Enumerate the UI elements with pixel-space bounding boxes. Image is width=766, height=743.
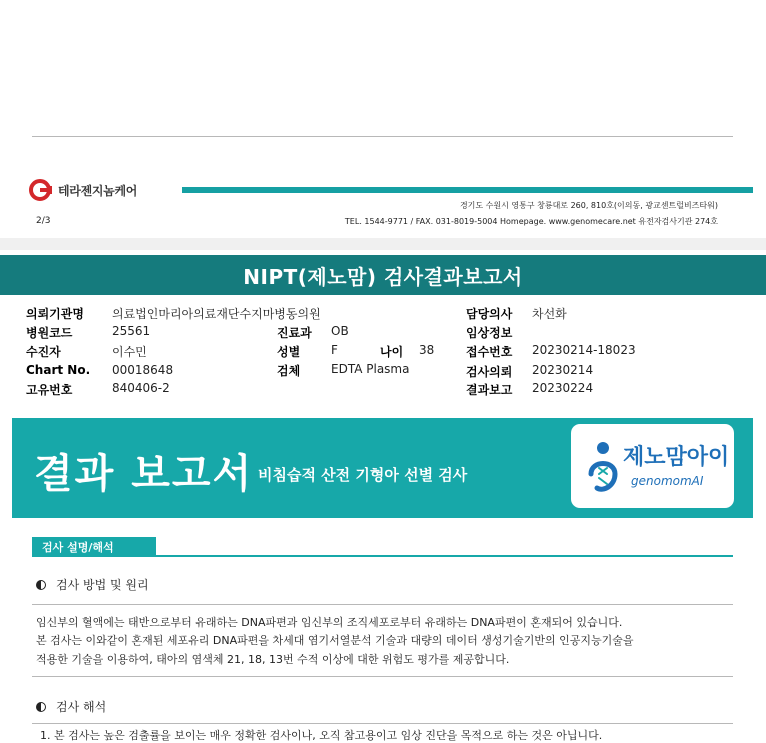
brand-name-en: genomomAI xyxy=(631,474,704,488)
interp-divider xyxy=(32,723,733,724)
hospital-code-label: 병원코드 xyxy=(26,326,73,340)
company-name: 테라젠지놈케어 xyxy=(58,183,138,198)
request-value: 20230214 xyxy=(532,363,594,377)
report-title-band xyxy=(0,255,766,295)
header-gray-band xyxy=(0,238,766,250)
interp-heading xyxy=(36,698,106,715)
section-header: 검사 설명/해석 xyxy=(32,537,156,557)
banner-title: 결과 보고서 xyxy=(34,451,254,497)
unique-value: 840406-2 xyxy=(112,381,170,395)
report-label: 결과보고 xyxy=(466,383,513,397)
sex-value: F xyxy=(331,343,338,357)
banner-subtitle: 비침습적 산전 기형아 선별 검사 xyxy=(258,466,468,484)
interp-line-1: 1. 본 검사는 높은 검출률을 보이는 매우 정확한 검사이나, 오직 참고용이고 임상 진단을 목적으로 하는 것은 아닙니다. xyxy=(40,729,603,742)
genomom-icon xyxy=(583,440,623,494)
chart-label: Chart No. xyxy=(26,363,91,377)
method-line-1: 임신부의 혈액에는 태반으로부터 유래하는 DNA파편과 임신부의 조직세포로부터 유래하는 DNA파편이 혼재되어 있습니다. xyxy=(36,616,623,629)
page-number: 2/3 xyxy=(36,216,51,226)
patient-value: 이수민 xyxy=(112,345,147,359)
method-line-2: 본 검사는 이와같이 혼재된 세포유리 DNA파편을 차세대 염기서열분석 기술과 대량의 데이터 생성기술기반의 인공지능기술을 xyxy=(36,634,634,647)
method-divider xyxy=(32,604,733,605)
report-title: NIPT(제노맘) 검사결과보고서 xyxy=(243,264,523,289)
age-value: 38 xyxy=(419,343,435,357)
method-line-3: 적용한 기술을 이용하여, 태아의 염색체 21, 18, 13번 수적 이상에 대한 위험도 평가를 제공합니다. xyxy=(36,653,510,666)
company-address: 경기도 수원시 영통구 창룡대로 260, 810호(이의동, 광교센트럴비즈타워) xyxy=(459,201,718,210)
age-label: 나이 xyxy=(380,345,404,359)
specimen-value: EDTA Plasma xyxy=(331,362,410,376)
institution-value: 의료법인마리아의료재단수지마병동의원 xyxy=(112,307,321,321)
receipt-label: 접수번호 xyxy=(466,345,513,359)
doctor-value: 차선화 xyxy=(532,307,567,321)
unique-label: 고유번호 xyxy=(26,383,73,397)
report-value: 20230224 xyxy=(532,381,594,395)
method-title: 검사 방법 및 원리 xyxy=(56,578,149,592)
interp-title: 검사 해석 xyxy=(56,700,107,714)
patient-label: 수진자 xyxy=(26,345,61,359)
company-logo xyxy=(28,178,178,202)
info-institution xyxy=(26,305,84,322)
sex-label: 성별 xyxy=(277,345,301,359)
brand-name-ko: 제노맘아이 xyxy=(623,445,730,470)
department-label: 진료과 xyxy=(277,326,312,340)
request-label: 검사의뢰 xyxy=(466,365,513,379)
half-circle-bullet-icon xyxy=(36,702,46,712)
method-bottom-divider xyxy=(32,676,733,677)
hospital-code-value: 25561 xyxy=(112,324,151,338)
chart-value: 00018648 xyxy=(112,363,174,377)
specimen-label: 검체 xyxy=(277,364,301,378)
clinical-label: 임상정보 xyxy=(466,326,513,340)
half-circle-bullet-icon xyxy=(36,580,46,590)
method-heading xyxy=(36,576,149,593)
brand-logo-box xyxy=(571,424,734,508)
header-bar xyxy=(182,187,753,193)
receipt-value: 20230214-18023 xyxy=(532,343,636,357)
institution-label: 의뢰기관명 xyxy=(26,307,84,321)
section-underline xyxy=(32,555,733,557)
company-contact: TEL. 1544-9771 / FAX. 031-8019-5004 Homepage. www.genomecare.net 유전자검사기관 274호 xyxy=(344,217,718,226)
company-logo-icon xyxy=(28,178,56,202)
department-value: OB xyxy=(331,324,349,338)
top-divider xyxy=(32,136,733,137)
result-banner xyxy=(12,418,753,518)
doctor-label: 담당의사 xyxy=(466,307,513,321)
